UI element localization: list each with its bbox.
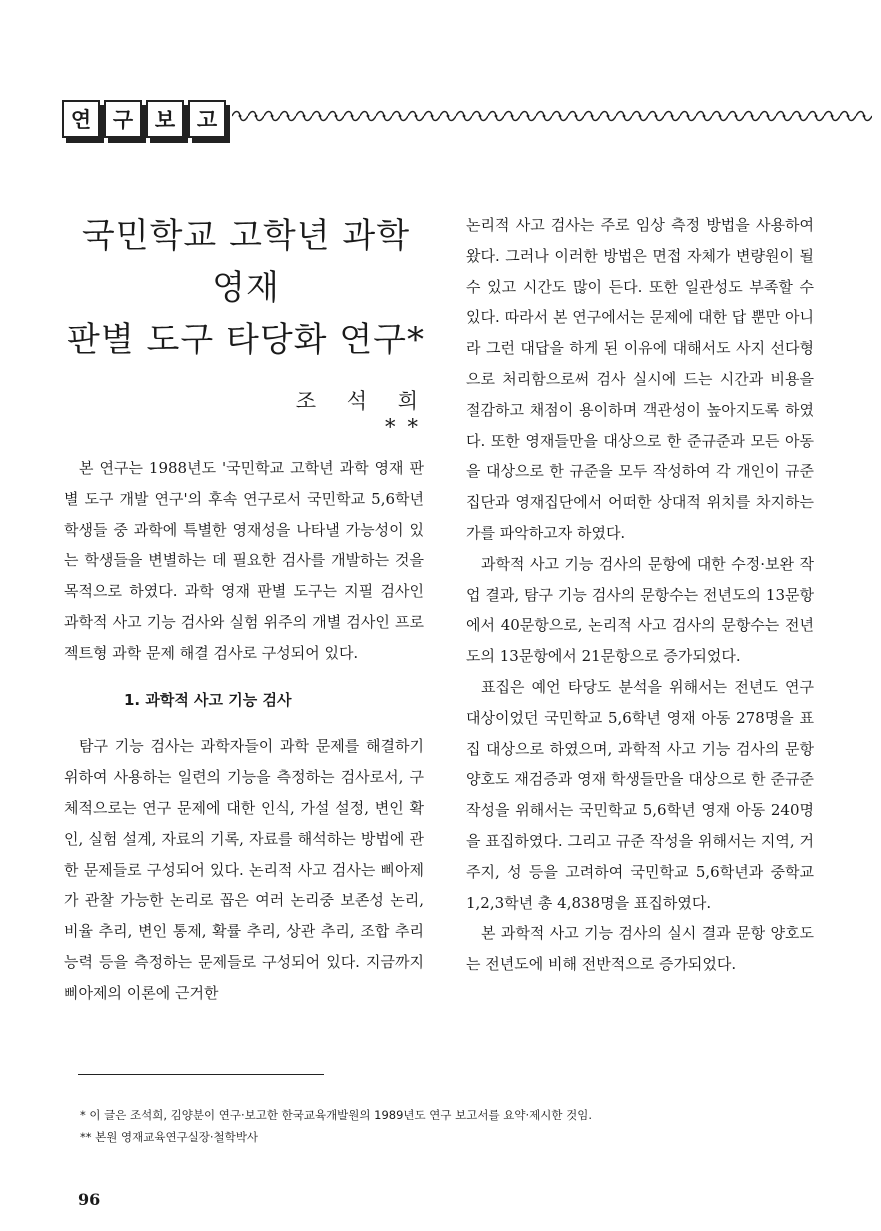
footnote-1: * 이 글은 조석희, 김양분이 연구·보고한 한국교육개발원의 1989년도 연구 보고서를 요약·제시한 것임. — [80, 1108, 592, 1122]
right-paragraph-1: 논리적 사고 검사는 주로 임상 측정 방법을 사용하여 왔다. 그러나 이러한 방법은 면접 자체가 변량원이 될 수 있고 시간도 많이 든다. 또한 일관성도 부족할 수 있다. 따라서 본 연구에서는 문제에 대한 답 뿐만 아니라 그런 대답을 하게 된 이유에 대해서도 사지 선다형으로 처리함으로써 검사 실시에 드는 시간과 비용을 절감하고 채점이 용이하며 객관성이 높아지도록 하였다. 또한 영재들만을 대상으로 한 준규준과 모든 아동을 대상으로 한 규준을 모두 작성하여 각 개인이 규준 집단과 영재집단에서 어떠한 상대적 위치를 차지하는가를 파악하고자 하였다. — [466, 216, 814, 542]
section-1-paragraph: 탐구 기능 검사는 과학자들이 과학 문제를 해결하기 위하여 사용하는 일련의 기능을 측정하는 검사로서, 구체적으로는 연구 문제에 대한 인식, 가설 설정, 변인 확인, 실험 설계, 자료의 기록, 자료를 해석하는 방법에 관한 문제들로 구성되어 있다. 논리적 사고 검사는 삐아제가 관찰 가능한 논리로 꼽은 여러 논리중 보존성 논리, 비율 추리, 변인 통제, 확률 추리, 상관 추리, 조합 추리 능력 등을 측정하는 문제들로 구성되어 있다. 지금까지 삐아제의 이론에 근거한 — [64, 737, 424, 1002]
author-name: 조 석 희** — [295, 389, 430, 439]
badge-char-1: 연 — [62, 100, 100, 138]
page-number: 96 — [78, 1190, 101, 1209]
right-paragraph-2: 과학적 사고 기능 검사의 문항에 대한 수정·보완 작업 결과, 탐구 기능 검사의 문항수는 전년도의 13문항에서 40문항으로, 논리적 사고 검사의 문항수는 전년도의 13문항에서 21문항으로 증가되었다. — [466, 554, 814, 666]
ornament-border-icon — [232, 108, 872, 124]
section-1-heading: 1. 과학적 사고 기능 검사 — [124, 690, 292, 709]
section-header — [62, 100, 822, 150]
footnote-divider — [78, 1074, 324, 1075]
right-paragraph-4: 본 과학적 사고 기능 검사의 실시 결과 문항 양호도는 전년도에 비해 전반적으로 증가되었다. — [466, 924, 814, 974]
report-badge — [62, 100, 226, 138]
footnote-2: ** 본원 영재교육연구실장·철학박사 — [80, 1130, 258, 1144]
footnotes — [80, 1104, 800, 1148]
intro-paragraph: 본 연구는 1988년도 '국민학교 고학년 과학 영재 판별 도구 개발 연구'의 후속 연구로서 국민학교 5,6학년 학생들 중 과학에 특별한 영재성을 나타낼 가능성이 있는 학생들을 변별하는 데 필요한 검사를 개발하는 것을 목적으로 하였다. 과학 영재 판별 도구는 지필 검사인 과학적 사고 기능 검사와 실험 위주의 개별 검사인 프로젝트형 과학 문제 해결 검사로 구성되어 있다. — [64, 459, 424, 662]
title-line-2: 판별 도구 타당화 연구* — [66, 320, 426, 360]
right-paragraph-3: 표집은 예언 타당도 분석을 위해서는 전년도 연구 대상이었던 국민학교 5,6학년 영재 아동 278명을 표집 대상으로 하였으며, 과학적 사고 기능 검사의 문항 양호도 재검증과 영재 학생들만을 대상으로 한 준규준 작성을 위해서는 국민학교 5,6학년 영재 아동 240명을 표집하였다. 그리고 규준 작성을 위해서는 지역, 거주지, 성 등을 고려하여 국민학교 5,6학년과 중학교 1,2,3학년 총 4,838명을 표집하였다. — [466, 677, 814, 912]
title-line-1: 국민학교 고학년 과학 영재 — [81, 216, 411, 308]
badge-char-2: 구 — [104, 100, 142, 138]
right-column — [466, 210, 814, 980]
badge-char-4: 고 — [188, 100, 226, 138]
badge-char-3: 보 — [146, 100, 184, 138]
left-column — [64, 453, 424, 1009]
article-title — [66, 210, 426, 366]
